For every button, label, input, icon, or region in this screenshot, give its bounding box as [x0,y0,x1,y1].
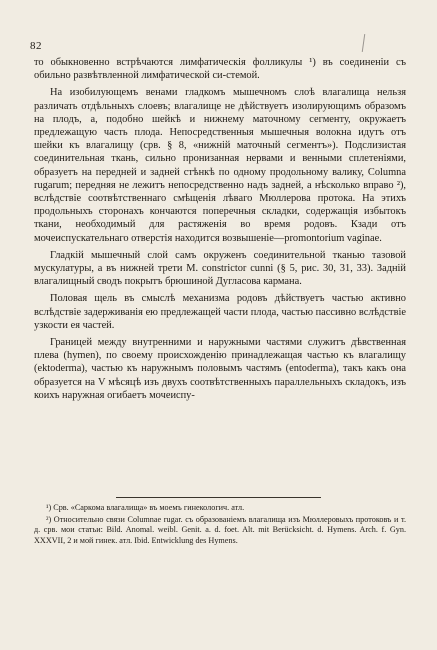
footnote-1: ¹) Срв. «Саркома влагалища» въ моемъ гинекологич. атл. [46,503,245,512]
footnote-divider [116,497,321,498]
paragraph-3: Гладкій мышечный слой самъ окруженъ соединительной тканью тазовой мускулатуры, а въ нижней трети M. constrictor cunni (§ 5, рис. 30, 31, 33). Задній влагалищный сводъ покрытъ брюшиной Дугласова кармана. [34,249,406,288]
footnote-2: ²) Относительно связи Columnae rugar. съ образованіемъ влагалища изъ Мюллеровыхъ протоковъ и т. д. срв. мои статьи: Bild. Anomal. weibl. Genit. a. d. foet. Alt. mit Berücksicht. d. Hymens. Arch. f. Gyn. XXXVII, 2 и мой гинек. атл. Ibid. Entwicklung des Hymens. [34,514,406,545]
page-number: 82 [30,40,42,52]
footnotes [34,503,406,547]
paragraph-5: Границей между внутренними и наружными частями служитъ дѣвственная плева (hymen), по своему происхожденію принадлежащая частью къ влагалищу (ektoderma), частью къ наружнымъ половымъ частямъ (entoderma), такъ какъ она образуется на V мѣсяцѣ изъ двухъ соотвѣтственныхъ параллельныхъ складокъ, изъ коихъ наружная огибаетъ мочеиспу- [34,337,406,401]
paragraph-4: Половая щель въ смыслѣ механизма родовъ дѣйствуетъ частью активно вслѣдствіе задерживанія ею предлежащей части плода, частью пассивно вслѣдствіе узкости ея частей. [34,293,406,331]
paragraph-2: На изобилующемъ венами гладкомъ мышечномъ слоѣ влагалища нельзя различать отдѣльныхъ слоевъ; влагалище не дѣйствуетъ изолирующимъ образомъ на плодъ, а, подобно шейкѣ и нижнему маточному сегменту, окружаетъ предлежащую часть плода. Непосредственныя мышечныя волокна идутъ отъ шейки къ влагалищу (срв. § 8, «нижній маточный сегментъ»). Подслизистая соединительная ткань, сильно пронизанная нервами и венными сплетеніями, образуетъ на передней и задней стѣнкѣ по одному продольному валику, Columna rugarum; передняя не лежитъ непосредственно надъ задней, а нѣсколько вправо ²), вслѣдствіе соотвѣтственнаго смѣщенія лѣваго Мюллерова протока. На этихъ продольныхъ сторонахъ кончаются поперечныя складки, содержащія избытокъ ткани, необходимый для растяженія во время родовъ. Кзади отъ мочеиспускательнаго отверстія находится возвышеніе—promontorium vaginae. [34,87,406,244]
pencil-mark [362,34,365,52]
paragraph-1: то обыкновенно встрѣчаются лимфатическія фолликулы ¹) въ соединеніи съ обильно развѣтвленной лимфатической си-стемой. [34,57,406,82]
body-text [34,56,406,406]
